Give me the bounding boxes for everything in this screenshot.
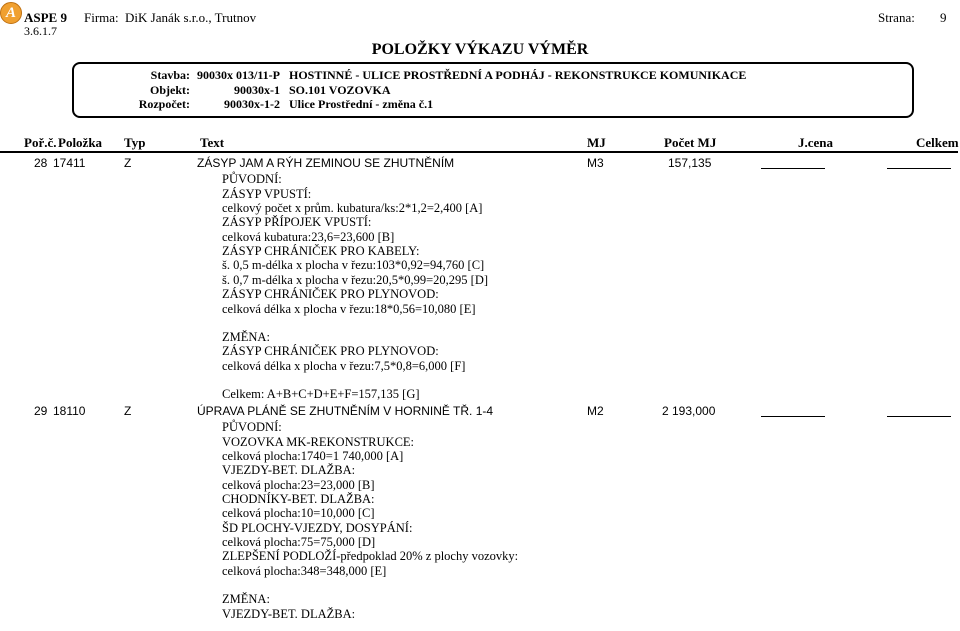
item-porc: 29: [34, 404, 48, 418]
col-mj: MJ: [587, 135, 606, 150]
app-version: 3.6.1.7: [24, 24, 57, 38]
desc-line: š. 0,5 m-délka x plocha v řezu:103*0,92=94,760 [C]: [222, 258, 485, 272]
item-pocet: 157,135: [668, 156, 712, 170]
desc-line: celková délka x plocha v řezu:18*0,56=10,080 [E]: [222, 302, 476, 316]
desc-line: celková plocha:75=75,000 [D]: [222, 535, 376, 549]
jcena-blank: [761, 168, 825, 169]
desc-line: VJEZDY-BET. DLAŽBA:: [222, 463, 356, 477]
desc-line: ZLEPŠENÍ PODLOŽÍ-předpoklad 20% z plochy vozovky:: [222, 549, 519, 563]
desc-line: Celkem: A+B+C+D+E+F=157,135 [G]: [222, 387, 420, 401]
firma-label: Firma:: [84, 10, 119, 25]
celkem-blank: [887, 416, 951, 417]
item-mj: M3: [587, 156, 604, 170]
firma-value: DiK Janák s.r.o., Trutnov: [125, 10, 257, 25]
celkem-blank: [887, 168, 951, 169]
desc-line: CHODNÍKY-BET. DLAŽBA:: [222, 492, 375, 506]
document-title: POLOŽKY VÝKAZU VÝMĚR: [371, 41, 589, 58]
desc-line: PŮVODNÍ:: [222, 172, 282, 186]
objekt-code: 90030x-1: [234, 83, 280, 97]
desc-line: ZÁSYP CHRÁNIČEK PRO PLYNOVOD:: [222, 287, 439, 301]
header-divider: [0, 151, 958, 153]
rozpocet-desc: Ulice Prostřední - změna č.1: [289, 97, 434, 111]
col-celkem: Celkem: [916, 135, 959, 150]
item-polozka: 18110: [53, 404, 86, 418]
item-porc: 28: [34, 156, 48, 170]
desc-line: celková plocha:1740=1 740,000 [A]: [222, 449, 404, 463]
col-polozka: Položka: [58, 135, 103, 150]
item-typ: Z: [124, 156, 132, 170]
desc-line: ZÁSYP VPUSTÍ:: [222, 187, 312, 201]
col-porc: Poř.č.: [24, 135, 57, 150]
col-typ: Typ: [124, 135, 146, 150]
col-text: Text: [200, 135, 225, 150]
desc-line: VJEZDY-BET. DLAŽBA:: [222, 607, 356, 621]
desc-line: celková délka x plocha v řezu:7,5*0,8=6,000 [F]: [222, 359, 466, 373]
strana-label: Strana:: [878, 10, 915, 25]
desc-line: ZMĚNA:: [222, 592, 270, 606]
desc-line: ZÁSYP CHRÁNIČEK PRO KABELY:: [222, 244, 420, 258]
objekt-desc: SO.101 VOZOVKA: [289, 83, 391, 97]
item-polozka: 17411: [53, 156, 86, 170]
item-mj: M2: [587, 404, 604, 418]
objekt-label: Objekt:: [150, 83, 190, 97]
desc-line: ZÁSYP CHRÁNIČEK PRO PLYNOVOD:: [222, 344, 439, 358]
col-pocet: Počet MJ: [664, 135, 717, 150]
desc-line: ŠD PLOCHY-VJEZDY, DOSYPÁNÍ:: [222, 521, 413, 535]
app-name: ASPE 9: [24, 10, 67, 25]
desc-line: VOZOVKA MK-REKONSTRUKCE:: [222, 435, 415, 449]
desc-line: celková plocha:10=10,000 [C]: [222, 506, 375, 520]
item-text: ZÁSYP JAM A RÝH ZEMINOU SE ZHUTNĚNÍM: [197, 156, 455, 170]
desc-line: ZMĚNA:: [222, 330, 270, 344]
col-jcena: J.cena: [798, 135, 834, 150]
stavba-label: Stavba:: [150, 68, 190, 82]
desc-line: celková plocha:23=23,000 [B]: [222, 478, 375, 492]
item-text: ÚPRAVA PLÁNĚ SE ZHUTNĚNÍM V HORNINĚ TŘ. 1-4: [197, 404, 494, 418]
rozpocet-code: 90030x-1-2: [224, 97, 280, 111]
item-typ: Z: [124, 404, 132, 418]
desc-line: š. 0,7 m-délka x plocha v řezu:20,5*0,99=20,295 [D]: [222, 273, 489, 287]
rozpocet-label: Rozpočet:: [138, 97, 190, 111]
desc-line: ZÁSYP PŘÍPOJEK VPUSTÍ:: [222, 215, 372, 229]
desc-line: celková kubatura:23,6=23,600 [B]: [222, 230, 395, 244]
desc-line: celkový počet x prům. kubatura/ks:2*1,2=2,400 [A]: [222, 201, 483, 215]
desc-line: PŮVODNÍ:: [222, 420, 282, 434]
jcena-blank: [761, 416, 825, 417]
desc-line: celková plocha:348=348,000 [E]: [222, 564, 387, 578]
stavba-code: 90030x 013/11-P: [197, 68, 280, 82]
stavba-desc: HOSTINNÉ - ULICE PROSTŘEDNÍ A PODHÁJ - REKONSTRUKCE KOMUNIKACE: [289, 68, 747, 82]
item-pocet: 2 193,000: [662, 404, 716, 418]
strana-value: 9: [940, 10, 947, 25]
logo-letter-icon: A: [5, 5, 16, 21]
